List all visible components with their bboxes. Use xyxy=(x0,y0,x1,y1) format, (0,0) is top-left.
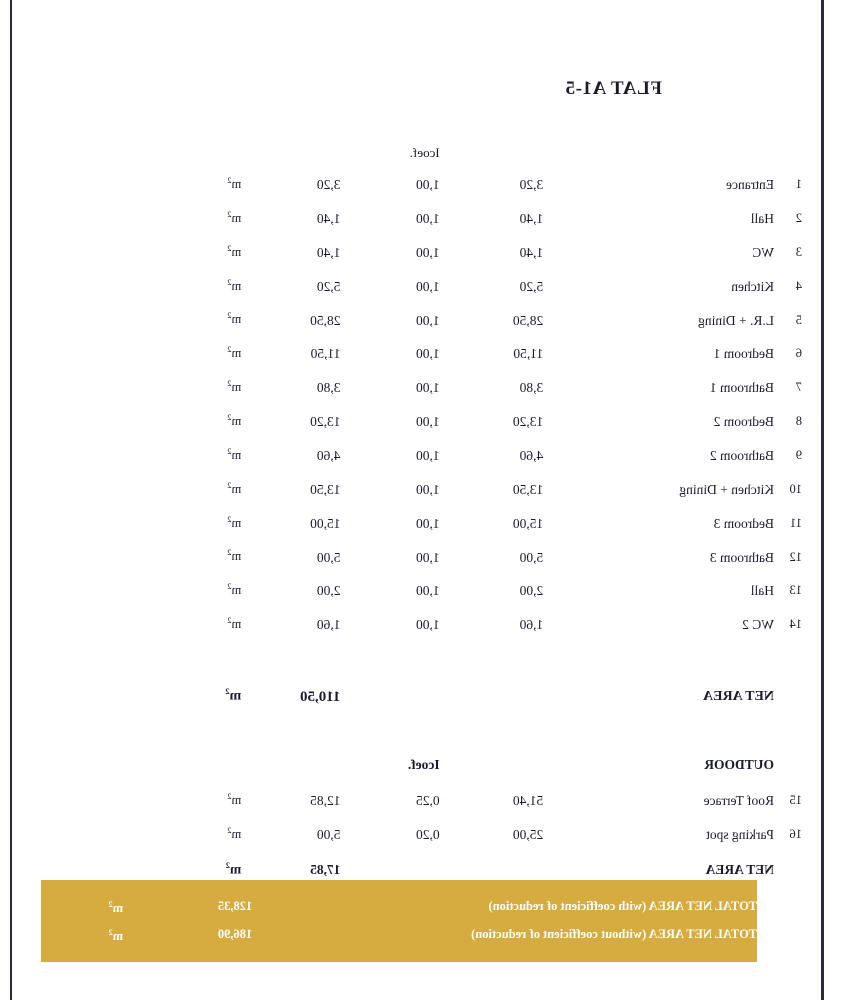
row-area: 13,50 xyxy=(512,481,544,497)
row-number: 16 xyxy=(789,826,802,841)
total-unit-text: m xyxy=(112,929,124,944)
row-unit-exponent: 2 xyxy=(227,581,232,592)
row-unit-text: m xyxy=(231,448,242,463)
row-unit xyxy=(194,606,241,640)
row-unit-exponent: 2 xyxy=(227,208,232,219)
row-coefficient: 1,00 xyxy=(416,380,440,396)
net-area-unit-text: m xyxy=(229,688,242,704)
row-room-name: Kitchen xyxy=(731,278,774,294)
row-unit-text: m xyxy=(231,826,242,841)
row-unit-text: m xyxy=(231,177,242,192)
row-number: 7 xyxy=(795,380,802,395)
table-header-row xyxy=(32,140,802,166)
header-area xyxy=(440,140,544,166)
row-area: 13,20 xyxy=(512,414,544,430)
row-unit xyxy=(194,538,241,572)
table-row xyxy=(32,403,802,437)
row-unit xyxy=(194,369,241,403)
net-area-row xyxy=(32,670,802,718)
row-result: 1,60 xyxy=(316,617,341,633)
spacer-row xyxy=(32,640,802,670)
row-unit-exponent: 2 xyxy=(227,615,232,626)
row-result: 12,85 xyxy=(310,792,341,808)
totals-band xyxy=(41,880,757,962)
row-number: 3 xyxy=(795,244,802,259)
total-with-reduction-unit xyxy=(41,892,123,920)
page-title: FLAT A1-5 xyxy=(564,78,662,99)
row-number: 12 xyxy=(789,549,802,564)
row-unit xyxy=(194,572,241,606)
area-schedule-table xyxy=(32,140,802,886)
row-unit-exponent: 2 xyxy=(227,310,232,321)
row-unit-exponent: 2 xyxy=(227,824,232,835)
table-row xyxy=(32,437,802,471)
row-result: 1,40 xyxy=(316,211,341,227)
row-area: 1,40 xyxy=(519,211,544,227)
row-area: 51,40 xyxy=(512,792,544,808)
table-row xyxy=(32,369,802,403)
row-unit-text: m xyxy=(231,244,242,259)
outdoor-net-area-value: 17,85 xyxy=(310,861,341,877)
header-pad xyxy=(32,140,194,166)
outdoor-net-area-unit-exponent: 2 xyxy=(225,860,231,871)
row-unit-exponent: 2 xyxy=(227,790,232,801)
header-unit xyxy=(194,140,241,166)
row-coefficient: 1,00 xyxy=(416,515,440,531)
row-unit-exponent: 2 xyxy=(227,445,232,456)
row-unit-text: m xyxy=(231,792,242,807)
row-room-name: Roof Terrace xyxy=(703,792,774,808)
table-row xyxy=(32,268,802,302)
total-unit-exponent: 2 xyxy=(108,899,113,909)
row-room-name: Bathroom 2 xyxy=(709,448,774,464)
row-unit-exponent: 2 xyxy=(227,479,232,490)
row-coefficient: 0,20 xyxy=(416,826,440,842)
row-unit-text: m xyxy=(231,549,242,564)
row-area: 1,60 xyxy=(519,617,544,633)
total-with-reduction-value: 128,35 xyxy=(217,899,253,914)
row-coefficient: 1,00 xyxy=(416,177,440,193)
row-result: 5,20 xyxy=(316,278,341,294)
row-area: 3,80 xyxy=(519,380,544,396)
outdoor-section-row xyxy=(32,748,802,782)
row-result: 5,00 xyxy=(316,549,341,565)
row-unit xyxy=(194,816,241,850)
row-unit-text: m xyxy=(231,515,242,530)
row-coefficient: 1,00 xyxy=(416,583,440,599)
page-border-left xyxy=(821,0,824,1000)
net-area-unit xyxy=(194,670,241,718)
row-coefficient: 1,00 xyxy=(416,211,440,227)
table-row xyxy=(32,505,802,539)
row-unit-text: m xyxy=(231,211,242,226)
row-number: 11 xyxy=(789,515,802,530)
total-unit-exponent: 2 xyxy=(108,927,113,938)
total-without-reduction-label: TOTAL NET AREA (without coefficient of reduction) xyxy=(471,927,757,942)
row-room-name: Bedroom 2 xyxy=(713,414,774,430)
row-unit-exponent: 2 xyxy=(227,276,232,287)
row-coefficient: 1,00 xyxy=(416,346,440,362)
table-row xyxy=(32,782,802,816)
row-room-name: Parking spot xyxy=(706,826,774,842)
row-unit xyxy=(194,471,241,505)
outdoor-section-label: OUTDOOR xyxy=(704,756,774,772)
spacer-row xyxy=(32,718,802,748)
row-unit-exponent: 2 xyxy=(227,378,232,389)
row-unit-text: m xyxy=(231,380,242,395)
row-unit xyxy=(194,166,241,200)
net-area-unit-exponent: 2 xyxy=(225,686,230,697)
row-room-name: Hall xyxy=(750,211,774,227)
row-area: 28,50 xyxy=(512,312,544,328)
total-without-reduction-value: 186,90 xyxy=(217,927,253,942)
header-number xyxy=(774,140,802,166)
row-room-name: Bathroom 1 xyxy=(709,380,774,396)
row-coefficient: 0,25 xyxy=(416,792,440,808)
row-unit xyxy=(194,234,241,268)
header-coefficient: Icoef. xyxy=(409,145,440,160)
row-number: 6 xyxy=(795,346,802,361)
row-coefficient: 1,00 xyxy=(416,244,440,260)
row-number: 15 xyxy=(789,792,802,807)
row-coefficient: 1,00 xyxy=(416,617,440,633)
row-area: 11,50 xyxy=(513,346,544,362)
row-number: 10 xyxy=(789,481,802,496)
row-coefficient: 1,00 xyxy=(416,278,440,294)
row-area: 1,40 xyxy=(519,244,544,260)
row-result: 3,20 xyxy=(316,177,341,193)
totals-table xyxy=(41,892,757,948)
row-unit-text: m xyxy=(231,414,242,429)
table-row xyxy=(32,301,802,335)
outdoor-net-area-unit-text: m xyxy=(230,861,242,877)
table-row xyxy=(32,335,802,369)
row-result: 1,40 xyxy=(316,244,341,260)
row-unit-text: m xyxy=(231,346,242,361)
row-coefficient: 1,00 xyxy=(416,312,440,328)
row-result: 15,00 xyxy=(310,515,341,531)
row-coefficient: 1,00 xyxy=(416,448,440,464)
net-area-label: NET AREA xyxy=(703,688,774,704)
row-result: 13,50 xyxy=(310,481,341,497)
row-area: 5,00 xyxy=(519,549,544,565)
totals-row xyxy=(41,920,757,948)
row-unit xyxy=(194,403,241,437)
total-with-reduction-label: TOTAL NET AREA (with coefficient of reduction) xyxy=(488,899,757,914)
row-room-name: Bedroom 1 xyxy=(713,346,774,362)
row-room-name: Hall xyxy=(750,583,774,599)
row-result: 3,80 xyxy=(316,380,341,396)
row-unit-exponent: 2 xyxy=(227,412,232,423)
row-unit-text: m xyxy=(231,312,242,327)
net-area-value: 110,50 xyxy=(300,688,341,705)
row-coefficient: 1,00 xyxy=(416,414,440,430)
header-result xyxy=(241,140,340,166)
row-number: 5 xyxy=(795,312,802,327)
row-number: 1 xyxy=(795,177,802,192)
row-area: 25,00 xyxy=(512,826,544,842)
row-area: 15,00 xyxy=(512,515,544,531)
row-unit-text: m xyxy=(231,583,242,598)
row-number: 9 xyxy=(795,448,802,463)
row-coefficient: 1,00 xyxy=(416,481,440,497)
row-room-name: WC 2 xyxy=(742,617,774,633)
row-room-name: Entrance xyxy=(726,177,774,193)
row-unit xyxy=(194,437,241,471)
row-unit-exponent: 2 xyxy=(227,344,232,355)
row-room-name: Bathroom 3 xyxy=(709,549,774,565)
page-border-right xyxy=(10,0,12,1000)
row-room-name: Kitchen + Dining xyxy=(679,481,774,497)
row-area: 3,20 xyxy=(519,177,544,193)
row-unit xyxy=(194,200,241,234)
row-room-name: L.R. + Dining xyxy=(698,312,774,328)
row-result: 13,20 xyxy=(310,414,341,430)
table-row xyxy=(32,816,802,850)
row-area: 5,20 xyxy=(519,278,544,294)
total-unit-text: m xyxy=(112,901,124,916)
row-result: 11,50 xyxy=(310,346,341,362)
row-area: 4,60 xyxy=(519,448,544,464)
row-unit-exponent: 2 xyxy=(227,547,232,558)
table-row xyxy=(32,538,802,572)
row-number: 13 xyxy=(789,583,802,598)
table-row xyxy=(32,166,802,200)
row-room-name: WC xyxy=(752,244,774,260)
row-unit xyxy=(194,335,241,369)
table-row xyxy=(32,234,802,268)
total-without-reduction-unit xyxy=(41,920,123,948)
row-result: 28,50 xyxy=(310,312,341,328)
row-unit-exponent: 2 xyxy=(227,242,232,253)
row-unit xyxy=(194,301,241,335)
table-row xyxy=(32,606,802,640)
row-result: 5,00 xyxy=(316,826,341,842)
outdoor-coefficient-header: Icoef. xyxy=(407,756,440,772)
row-number: 2 xyxy=(795,211,802,226)
row-number: 14 xyxy=(789,617,802,632)
row-result: 4,60 xyxy=(316,448,341,464)
row-area: 2,00 xyxy=(519,583,544,599)
row-unit-exponent: 2 xyxy=(227,513,232,524)
row-unit xyxy=(194,505,241,539)
row-result: 2,00 xyxy=(316,583,341,599)
row-room-name: Bedroom 3 xyxy=(713,515,774,531)
table-row xyxy=(32,471,802,505)
row-unit-text: m xyxy=(231,617,242,632)
row-unit xyxy=(194,782,241,816)
row-unit-text: m xyxy=(231,481,242,496)
header-room xyxy=(543,140,774,166)
row-number: 8 xyxy=(795,414,802,429)
table-row xyxy=(32,572,802,606)
row-unit-exponent: 2 xyxy=(227,175,232,185)
document-body xyxy=(32,0,802,1000)
row-number: 4 xyxy=(795,278,802,293)
row-unit-text: m xyxy=(231,278,242,293)
outdoor-net-area-label: NET AREA xyxy=(705,861,774,877)
totals-row xyxy=(41,892,757,920)
table-row xyxy=(32,200,802,234)
row-coefficient: 1,00 xyxy=(416,549,440,565)
row-unit xyxy=(194,268,241,302)
